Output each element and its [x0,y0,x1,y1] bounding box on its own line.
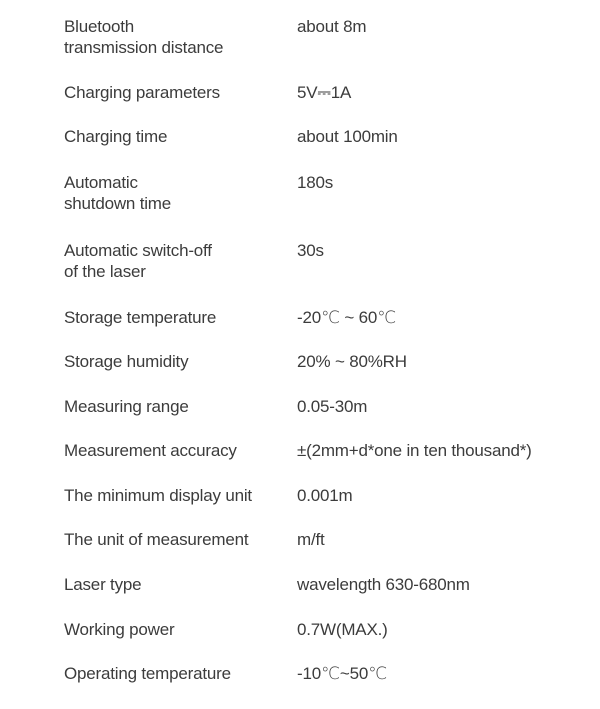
spec-label: Automatic switch-off of the laser [64,241,212,281]
spec-value: 30s [297,241,324,260]
spec-label: The minimum display unit [64,486,252,505]
spec-value: 0.7W(MAX.) [297,620,388,639]
spec-value: 180s [297,173,334,192]
spec-label: Working power [64,620,175,639]
spec-label: Measurement accuracy [64,441,237,460]
spec-value: 5V⎓1A [297,83,352,102]
spec-value: 20% ~ 80%RH [297,352,407,371]
spec-label: Bluetooth transmission distance [64,17,224,57]
spec-label: Storage humidity [64,352,189,371]
spec-value: -20℃ ~ 60℃ [297,308,397,327]
spec-label: Operating temperature [64,664,231,683]
spec-value: about 8m [297,17,367,36]
spec-value: wavelength 630-680nm [297,575,470,594]
spec-label: Automatic shutdown time [64,173,172,213]
spec-value: 0.001m [297,486,353,505]
spec-label: Measuring range [64,397,189,416]
spec-label: Storage temperature [64,308,217,327]
spec-value: -10℃~50℃ [297,664,387,683]
spec-value: m/ft [297,530,325,549]
spec-label: Charging parameters [64,83,220,102]
spec-label: The unit of measurement [64,530,249,549]
spec-value: 0.05-30m [297,397,368,416]
spec-label: Charging time [64,127,168,146]
spec-value: ±(2mm+d*one in ten thousand*) [297,441,532,460]
spec-value: about 100min [297,127,398,146]
spec-label: Laser type [64,575,142,594]
